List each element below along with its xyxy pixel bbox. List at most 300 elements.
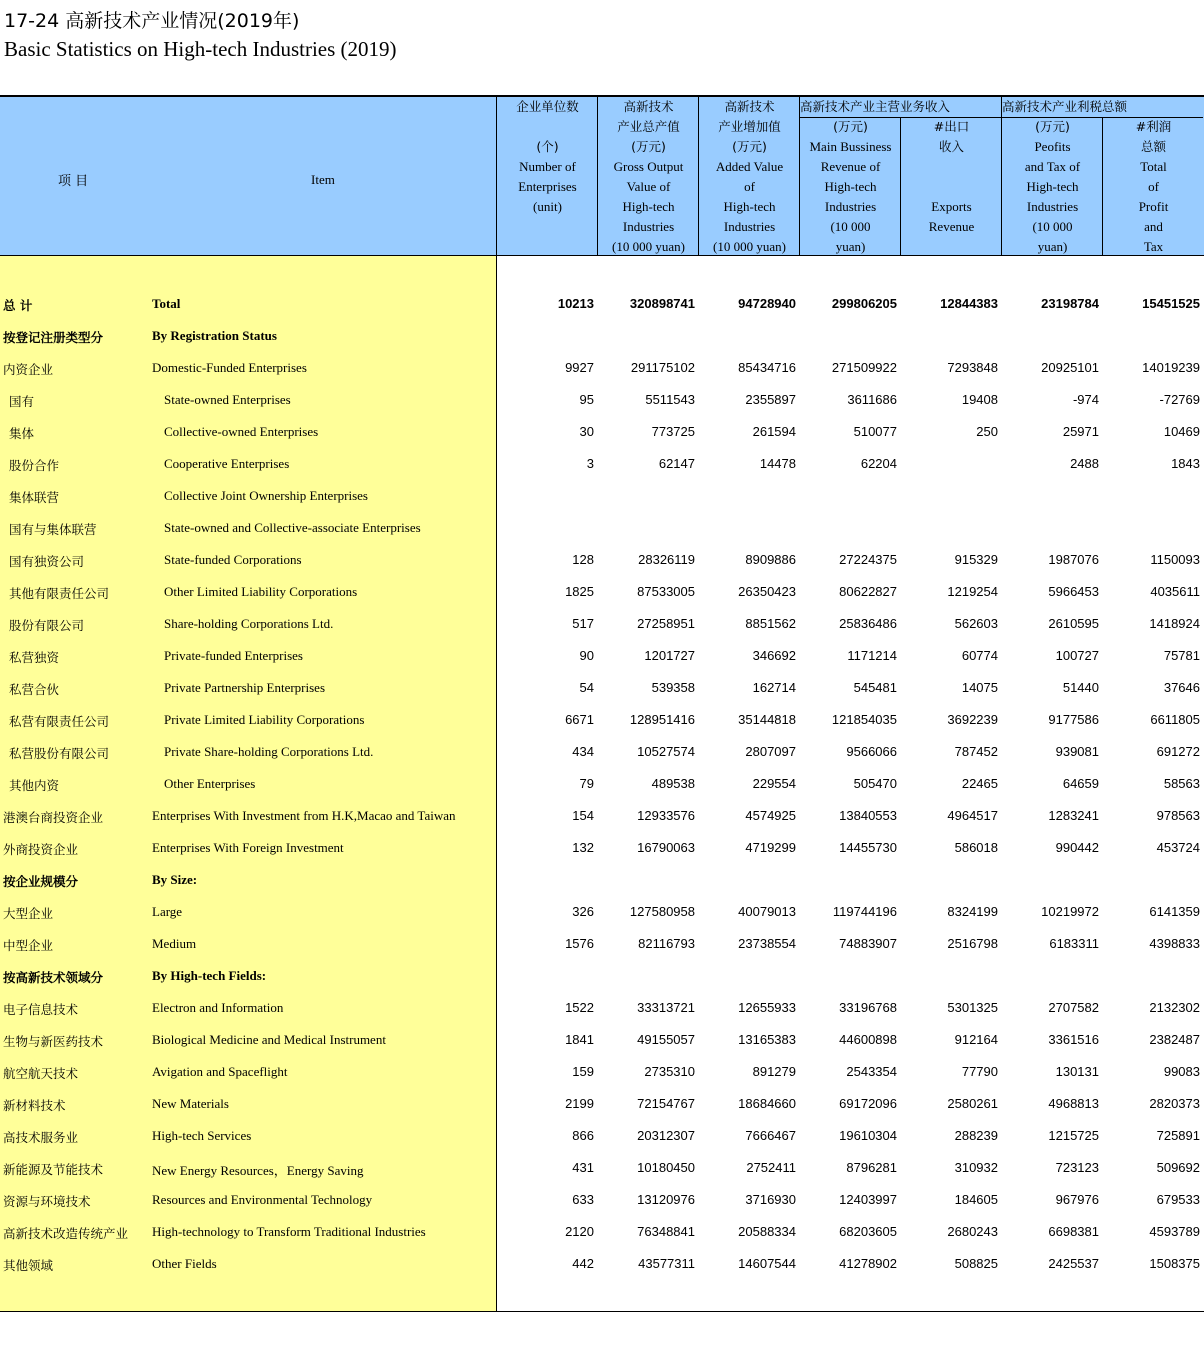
- row-label-english: Enterprises With Foreign Investment: [152, 840, 344, 855]
- table-bottom-rule: [0, 1311, 1204, 1312]
- column-header-line: Exports: [931, 199, 972, 214]
- cell-value: 3611686: [847, 392, 897, 407]
- table-row: [0, 1057, 1204, 1089]
- row-label-english: Medium: [152, 936, 197, 951]
- cell-value: 229554: [752, 776, 796, 791]
- row-label-english: State-owned Enterprises: [164, 392, 291, 407]
- cell-value: 4035611: [1150, 584, 1200, 599]
- cell-value: 19408: [961, 392, 998, 407]
- cell-value: 128951416: [629, 712, 695, 727]
- column-header-line: #出口: [933, 119, 970, 134]
- row-label-chinese: 航空航天技术: [3, 1066, 79, 1081]
- table-header: [0, 95, 1204, 256]
- cell-value: 10213: [557, 296, 594, 311]
- column-header-line: #利润: [1135, 119, 1172, 134]
- cell-value: 10527574: [637, 744, 695, 759]
- row-label-chinese: 私营独资: [9, 650, 60, 665]
- row-label-english: Biological Medicine and Medical Instrument: [152, 1032, 386, 1047]
- row-label-chinese: 其他内资: [9, 778, 60, 793]
- row-label-chinese: 其他有限责任公司: [9, 586, 110, 601]
- table-row: [0, 289, 1204, 321]
- cell-value: 320898741: [629, 296, 695, 311]
- cell-value: 9177586: [1048, 712, 1099, 727]
- cell-value: 1576: [565, 936, 594, 951]
- table-row: [0, 321, 1204, 353]
- row-label-english: High-tech Services: [152, 1128, 252, 1143]
- cell-value: 68203605: [839, 1224, 897, 1239]
- column-header-line: Industries: [1026, 199, 1079, 214]
- table-row: [0, 1025, 1204, 1057]
- row-label-english: Avigation and Spaceflight: [152, 1064, 288, 1079]
- column-header-7: [1103, 117, 1204, 257]
- cell-value: 74883907: [839, 936, 897, 951]
- cell-value: 119744196: [832, 904, 897, 919]
- column-header-line: Main Bussiness: [809, 139, 892, 154]
- cell-value: 6141359: [1149, 904, 1200, 919]
- cell-value: 2382487: [1149, 1032, 1200, 1047]
- cell-value: 9566066: [846, 744, 897, 759]
- cell-value: 508825: [954, 1256, 998, 1271]
- cell-value: 49155057: [637, 1032, 695, 1047]
- table-row: [0, 961, 1204, 993]
- column-header-2: [598, 97, 699, 257]
- row-label-chinese: 国有: [9, 394, 35, 409]
- table-row: [0, 801, 1204, 833]
- row-label-english: Private-funded Enterprises: [164, 648, 303, 663]
- cell-value: 4964517: [947, 808, 998, 823]
- row-label-chinese: 国有与集体联营: [9, 522, 97, 537]
- row-label-english: By High-tech Fields:: [152, 968, 267, 983]
- cell-value: 4398833: [1149, 936, 1200, 951]
- cell-value: 505470: [853, 776, 897, 791]
- cell-value: 20925101: [1041, 360, 1099, 375]
- column-header-line: Revenue of: [820, 159, 881, 174]
- cell-value: 12933576: [637, 808, 695, 823]
- cell-value: 4574925: [745, 808, 796, 823]
- row-label-chinese: 按登记注册类型分: [3, 330, 104, 345]
- table-row: [0, 1249, 1204, 1281]
- column-header-line: 产业增加值: [718, 119, 781, 134]
- column-header-line: High-tech: [622, 199, 675, 214]
- cell-value: 2807097: [745, 744, 796, 759]
- column-header-line: yuan): [835, 239, 866, 254]
- cell-value: -72769: [1159, 392, 1200, 407]
- cell-value: 95: [579, 392, 594, 407]
- cell-value: 99083: [1163, 1064, 1200, 1079]
- cell-value: 250: [976, 424, 998, 439]
- table-row: [0, 1153, 1204, 1185]
- cell-value: 130131: [1055, 1064, 1099, 1079]
- cell-value: 12403997: [839, 1192, 897, 1207]
- cell-value: 64659: [1062, 776, 1099, 791]
- cell-value: 509692: [1156, 1160, 1200, 1175]
- row-label-chinese: 其他领域: [3, 1258, 54, 1273]
- cell-value: 41278902: [839, 1256, 897, 1271]
- cell-value: 27258951: [637, 616, 695, 631]
- cell-value: 28326119: [638, 552, 695, 567]
- cell-value: 326: [572, 904, 594, 919]
- cell-value: 725891: [1156, 1128, 1200, 1143]
- row-label-english: Other Limited Liability Corporations: [164, 584, 358, 599]
- table-row: [0, 865, 1204, 897]
- cell-value: 915329: [954, 552, 998, 567]
- cell-value: 14607544: [738, 1256, 796, 1271]
- cell-value: 37646: [1163, 680, 1200, 695]
- cell-value: 271509922: [831, 360, 897, 375]
- cell-value: 2516798: [947, 936, 998, 951]
- table-row: [0, 449, 1204, 481]
- cell-value: 40079013: [738, 904, 796, 919]
- cell-value: 16790063: [637, 840, 695, 855]
- column-header-line: of: [744, 179, 755, 194]
- row-label-chinese: 国有独资公司: [9, 554, 85, 569]
- cell-value: 30: [579, 424, 594, 439]
- cell-value: 2680243: [947, 1224, 998, 1239]
- cell-value: 5301325: [947, 1000, 998, 1015]
- group-header-revenue: [800, 97, 950, 117]
- group-header-label: 高新技术产业利税总额: [1002, 99, 1128, 114]
- cell-value: 5511543: [645, 392, 695, 407]
- cell-value: 33196768: [839, 1000, 897, 1015]
- row-label-english: State-funded Corporations: [164, 552, 302, 567]
- column-header-line: Industries: [824, 199, 877, 214]
- cell-value: 100727: [1055, 648, 1099, 663]
- column-header-line: [901, 177, 1002, 197]
- cell-value: 633: [572, 1192, 594, 1207]
- table-row: [0, 481, 1204, 513]
- page-title-english: Basic Statistics on High-tech Industries (2019): [4, 37, 397, 61]
- cell-value: 13120976: [637, 1192, 695, 1207]
- column-header-line: 企业单位数: [516, 99, 579, 114]
- table-row: [0, 641, 1204, 673]
- row-label-chinese: 集体: [9, 426, 35, 441]
- cell-value: 4968813: [1048, 1096, 1099, 1111]
- cell-value: 431: [572, 1160, 594, 1175]
- cell-value: 8909886: [745, 552, 796, 567]
- cell-value: 6671: [565, 712, 594, 727]
- row-label-english: New Materials: [152, 1096, 229, 1111]
- cell-value: 5966453: [1048, 584, 1099, 599]
- row-label-english: New Energy Resources，Energy Saving: [152, 1163, 364, 1178]
- cell-value: 60774: [961, 648, 998, 663]
- row-label-english: Collective-owned Enterprises: [164, 424, 319, 439]
- cell-value: 453724: [1156, 840, 1200, 855]
- cell-value: 586018: [954, 840, 998, 855]
- column-header-line: (万元): [732, 139, 767, 154]
- row-label-english: Enterprises With Investment from H.K,Macao and Taiwan: [152, 808, 456, 823]
- cell-value: 80622827: [839, 584, 897, 599]
- cell-value: 27224375: [839, 552, 897, 567]
- cell-value: -974: [1072, 392, 1099, 407]
- cell-value: 43577311: [638, 1256, 695, 1271]
- cell-value: 8796281: [846, 1160, 897, 1175]
- cell-value: 1418924: [1149, 616, 1200, 631]
- cell-value: 1987076: [1048, 552, 1099, 567]
- cell-value: 7293848: [947, 360, 998, 375]
- column-header-line: Industries: [723, 219, 776, 234]
- cell-value: 2752411: [746, 1160, 796, 1175]
- column-header-6: [1002, 117, 1103, 257]
- cell-value: 62204: [860, 456, 897, 471]
- column-header-line: (10 000 yuan): [713, 239, 786, 254]
- column-header-line: 产业总产值: [617, 119, 680, 134]
- table-row: [0, 577, 1204, 609]
- row-label-english: Other Enterprises: [164, 776, 256, 791]
- row-label-english: Large: [152, 904, 183, 919]
- cell-value: 299806205: [831, 296, 897, 311]
- table-row: [0, 993, 1204, 1025]
- row-label-chinese: 生物与新医药技术: [3, 1034, 104, 1049]
- cell-value: 4719299: [745, 840, 796, 855]
- row-label-english: By Size:: [152, 872, 198, 887]
- cell-value: 723123: [1055, 1160, 1099, 1175]
- item-header-chinese: 项 目: [58, 174, 89, 189]
- row-label-english: Private Partnership Enterprises: [164, 680, 326, 695]
- cell-value: 127580958: [629, 904, 695, 919]
- cell-value: 2707582: [1048, 1000, 1099, 1015]
- column-header-line: Peofits: [1034, 139, 1071, 154]
- cell-value: 13165383: [738, 1032, 796, 1047]
- row-label-english: Resources and Environmental Technology: [152, 1192, 373, 1207]
- cell-value: 20588334: [738, 1224, 796, 1239]
- cell-value: 2425537: [1048, 1256, 1099, 1271]
- table-row: [0, 897, 1204, 929]
- row-label-chinese: 资源与环境技术: [3, 1194, 91, 1209]
- row-label-chinese: 高新技术改造传统产业: [3, 1226, 129, 1241]
- row-label-english: By Registration Status: [152, 328, 277, 343]
- cell-value: 128: [572, 552, 594, 567]
- cell-value: 121854035: [831, 712, 897, 727]
- cell-value: 1283241: [1048, 808, 1099, 823]
- column-header-1: [497, 97, 598, 217]
- row-label-chinese: 私营有限责任公司: [9, 714, 110, 729]
- column-header-line: (万元): [1035, 119, 1070, 134]
- cell-value: 3716930: [745, 1192, 796, 1207]
- cell-value: 8851562: [745, 616, 796, 631]
- cell-value: 23198784: [1041, 296, 1099, 311]
- cell-value: 33313721: [637, 1000, 695, 1015]
- cell-value: 912164: [954, 1032, 998, 1047]
- cell-value: 978563: [1156, 808, 1200, 823]
- row-label-chinese: 外商投资企业: [3, 842, 79, 857]
- cell-value: 69172096: [839, 1096, 897, 1111]
- cell-value: 288239: [954, 1128, 998, 1143]
- cell-value: 14455730: [839, 840, 897, 855]
- page-title-chinese: 17-24 高新技术产业情况(2019年): [4, 10, 300, 32]
- column-header-line: (10 000: [1032, 219, 1073, 234]
- column-header-line: High-tech: [1026, 179, 1079, 194]
- column-header-line: High-tech: [824, 179, 877, 194]
- cell-value: 184605: [954, 1192, 998, 1207]
- cell-value: 14019239: [1142, 360, 1200, 375]
- cell-value: 3361516: [1048, 1032, 1099, 1047]
- cell-value: 10469: [1163, 424, 1200, 439]
- cell-value: 2610595: [1048, 616, 1099, 631]
- column-header-line: (个): [536, 139, 559, 154]
- column-header-line: (万元): [631, 139, 666, 154]
- cell-value: 10180450: [637, 1160, 695, 1175]
- column-header-line: Tax: [1143, 239, 1164, 254]
- column-header-line: of: [1148, 179, 1159, 194]
- cell-value: 9927: [565, 360, 594, 375]
- column-header-line: [497, 117, 598, 137]
- cell-value: 162714: [752, 680, 796, 695]
- row-label-chinese: 股份合作: [9, 458, 60, 473]
- row-label-english: High-technology to Transform Traditional Industries: [152, 1224, 426, 1239]
- cell-value: 442: [572, 1256, 594, 1271]
- table-row: [0, 1089, 1204, 1121]
- row-label-chinese: 中型企业: [3, 938, 54, 953]
- cell-value: 787452: [954, 744, 998, 759]
- cell-value: 26350423: [738, 584, 796, 599]
- cell-value: 434: [572, 744, 594, 759]
- group-header-label: 高新技术产业主营业务收入: [800, 99, 951, 114]
- column-header-5: [901, 117, 1002, 237]
- column-header-line: Number of: [519, 159, 576, 174]
- cell-value: 62147: [658, 456, 695, 471]
- row-label-chinese: 电子信息技术: [3, 1002, 79, 1017]
- cell-value: 1171214: [847, 648, 897, 663]
- table-row: [0, 417, 1204, 449]
- table-row: [0, 385, 1204, 417]
- table-row: [0, 545, 1204, 577]
- cell-value: 132: [572, 840, 594, 855]
- cell-value: 990442: [1055, 840, 1099, 855]
- row-label-english: Total: [152, 296, 181, 311]
- cell-value: 90: [579, 648, 594, 663]
- cell-value: 35144818: [738, 712, 796, 727]
- row-label-english: Share-holding Corporations Ltd.: [164, 616, 334, 631]
- cell-value: 545481: [853, 680, 897, 695]
- column-header-line: (10 000: [830, 219, 871, 234]
- cell-value: 72154767: [637, 1096, 695, 1111]
- column-header-line: Total: [1140, 159, 1167, 174]
- cell-value: 2120: [565, 1224, 594, 1239]
- cell-value: 2488: [1070, 456, 1099, 471]
- column-header-line: and Tax of: [1024, 159, 1081, 174]
- row-label-english: Electron and Information: [152, 1000, 284, 1015]
- column-header-line: Gross Output: [613, 159, 684, 174]
- cell-value: 85434716: [738, 360, 796, 375]
- cell-value: 3: [586, 456, 594, 471]
- row-label-chinese: 集体联营: [9, 490, 60, 505]
- table-row: [0, 353, 1204, 385]
- cell-value: 10219972: [1041, 904, 1099, 919]
- row-label-english: State-owned and Collective-associate Enterprises: [164, 520, 421, 535]
- row-label-chinese: 私营合伙: [9, 682, 60, 697]
- column-header-line: 收入: [938, 139, 964, 154]
- column-header-line: High-tech: [723, 199, 776, 214]
- cell-value: 51440: [1062, 680, 1099, 695]
- cell-value: 2132302: [1149, 1000, 1200, 1015]
- cell-value: 79: [579, 776, 594, 791]
- row-label-chinese: 股份有限公司: [9, 618, 85, 633]
- cell-value: 14075: [961, 680, 998, 695]
- cell-value: 25836486: [839, 616, 897, 631]
- column-header-line: [901, 157, 1002, 177]
- cell-value: 1522: [565, 1000, 594, 1015]
- cell-value: 75781: [1163, 648, 1200, 663]
- cell-value: 15451525: [1142, 296, 1200, 311]
- cell-value: 82116793: [638, 936, 695, 951]
- cell-value: 967976: [1055, 1192, 1099, 1207]
- cell-value: 773725: [651, 424, 695, 439]
- column-header-line: Industries: [622, 219, 675, 234]
- cell-value: 3692239: [947, 712, 998, 727]
- cell-value: 23738554: [738, 936, 796, 951]
- cell-value: 19610304: [839, 1128, 897, 1143]
- column-header-line: 高新技术: [724, 99, 775, 114]
- cell-value: 691272: [1156, 744, 1200, 759]
- row-label-chinese: 高技术服务业: [3, 1130, 79, 1145]
- cell-value: 2355897: [745, 392, 796, 407]
- row-label-chinese: 新材料技术: [3, 1098, 66, 1113]
- column-header-line: Profit: [1138, 199, 1169, 214]
- cell-value: 20312307: [637, 1128, 695, 1143]
- cell-value: 44600898: [839, 1032, 897, 1047]
- row-label-english: Private Share-holding Corporations Ltd.: [164, 744, 374, 759]
- cell-value: 154: [572, 808, 594, 823]
- item-header-english: Item: [311, 172, 335, 187]
- table-row: [0, 929, 1204, 961]
- column-header-line: (10 000 yuan): [612, 239, 685, 254]
- cell-value: 539358: [651, 680, 695, 695]
- cell-value: 12844383: [940, 296, 998, 311]
- cell-value: 1508375: [1149, 1256, 1200, 1271]
- table-row: [0, 833, 1204, 865]
- table-row: [0, 609, 1204, 641]
- cell-value: 939081: [1055, 744, 1099, 759]
- cell-value: 14478: [759, 456, 796, 471]
- column-header-4: [800, 117, 901, 257]
- column-header-line: 高新技术: [623, 99, 674, 114]
- group-header-profit: [1002, 97, 1127, 117]
- cell-value: 679533: [1156, 1192, 1200, 1207]
- table-row: [0, 1217, 1204, 1249]
- cell-value: 517: [572, 616, 594, 631]
- cell-value: 25971: [1062, 424, 1099, 439]
- column-header-line: yuan): [1037, 239, 1068, 254]
- cell-value: 1201727: [644, 648, 695, 663]
- cell-value: 261594: [752, 424, 796, 439]
- cell-value: 346692: [752, 648, 796, 663]
- row-label-chinese: 私营股份有限公司: [9, 746, 110, 761]
- row-label-chinese: 按高新技术领域分: [3, 970, 104, 985]
- cell-value: 6611805: [1150, 712, 1200, 727]
- column-header-line: and: [1144, 219, 1163, 234]
- cell-value: 4593789: [1149, 1224, 1200, 1239]
- cell-value: 562603: [954, 616, 998, 631]
- row-label-chinese: 新能源及节能技术: [3, 1162, 104, 1177]
- cell-value: 310932: [954, 1160, 998, 1175]
- cell-value: 1215725: [1048, 1128, 1099, 1143]
- cell-value: 1219254: [947, 584, 998, 599]
- table-row: [0, 705, 1204, 737]
- cell-value: 8324199: [947, 904, 998, 919]
- column-header-line: (万元): [833, 119, 868, 134]
- cell-value: 54: [579, 680, 594, 695]
- cell-value: 159: [572, 1064, 594, 1079]
- cell-value: 2543354: [846, 1064, 897, 1079]
- column-header-line: Added Value: [715, 159, 784, 174]
- row-label-english: Private Limited Liability Corporations: [164, 712, 365, 727]
- cell-value: 866: [572, 1128, 594, 1143]
- row-label-english: Collective Joint Ownership Enterprises: [164, 488, 368, 503]
- table-row: [0, 1121, 1204, 1153]
- row-label-chinese: 按企业规模分: [3, 874, 79, 889]
- row-label-english: Domestic-Funded Enterprises: [152, 360, 307, 375]
- cell-value: 1150093: [1150, 552, 1200, 567]
